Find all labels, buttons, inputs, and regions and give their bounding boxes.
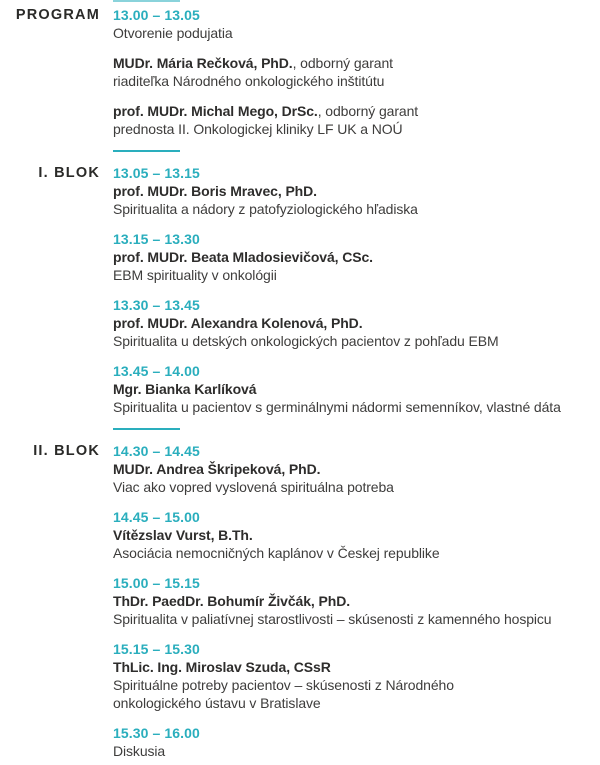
entry-line	[113, 182, 593, 200]
schedule-entry	[113, 230, 593, 284]
schedule-entry	[113, 164, 593, 218]
schedule-entry	[113, 102, 593, 138]
entry-line	[113, 120, 593, 138]
entry-line	[113, 266, 593, 284]
entry-line	[113, 610, 593, 628]
entry-line	[113, 478, 593, 496]
speaker-name: Mgr. Bianka Karlíková	[113, 381, 257, 397]
schedule-entry	[113, 724, 593, 760]
schedule-entry	[113, 54, 593, 90]
entry-time: 13.00 – 13.05	[113, 7, 200, 23]
entry-text: Viac ako vopred vyslovená spirituálna potreba	[113, 479, 394, 495]
entry-text: Spiritualita u detských onkologických pacientov z pohľadu EBM	[113, 333, 499, 349]
schedule-entry	[113, 508, 593, 562]
speaker-name: prof. MUDr. Michal Mego, DrSc.	[113, 103, 318, 119]
entry-text: , odborný garant	[317, 103, 419, 119]
section-label: II. BLOK	[33, 443, 100, 459]
entry-text: Spiritualita v paliatívnej starostlivosti – skúsenosti z kamenného hospicu	[113, 611, 552, 627]
entry-text: Spirituálne potreby pacientov – skúsenosti z Národného	[113, 677, 454, 693]
entry-line	[113, 200, 593, 218]
entry-text: prednosta II. Onkologickej kliniky LF UK a NOÚ	[113, 121, 403, 137]
program-section-3	[0, 442, 600, 760]
entry-text: Spiritualita a nádory z patofyziologického hľadiska	[113, 201, 418, 217]
entry-text: , odborný garant	[292, 55, 393, 71]
entry-time: 15.30 – 16.00	[113, 725, 200, 741]
schedule-entry	[113, 6, 593, 42]
entry-line	[113, 332, 593, 350]
entry-time: 13.15 – 13.30	[113, 231, 200, 247]
entry-time: 14.30 – 14.45	[113, 443, 200, 459]
schedule-entry	[113, 640, 593, 712]
speaker-name: prof. MUDr. Alexandra Kolenová, PhD.	[113, 315, 363, 331]
entry-time: 15.15 – 15.30	[113, 641, 200, 657]
speaker-name: Vítězslav Vurst, B.Th.	[113, 527, 253, 543]
schedule-entry	[113, 296, 593, 350]
entry-line	[113, 742, 593, 760]
entry-text: onkologického ústavu v Bratislave	[113, 695, 321, 711]
schedule-entry	[113, 362, 593, 416]
entry-line	[113, 248, 593, 266]
entry-line	[113, 54, 593, 72]
entry-line	[113, 314, 593, 332]
section-content	[113, 442, 593, 760]
entry-line	[113, 72, 593, 90]
entry-line	[113, 694, 593, 712]
section-divider	[113, 150, 180, 152]
entry-line	[113, 460, 593, 478]
section-content	[113, 164, 593, 442]
entry-line	[113, 102, 593, 120]
entry-line	[113, 676, 593, 694]
entry-time: 13.30 – 13.45	[113, 297, 200, 313]
entry-text: riaditeľka Národného onkologického inštitútu	[113, 73, 385, 89]
entry-time: 15.00 – 15.15	[113, 575, 200, 591]
section-label: I. BLOK	[38, 165, 100, 181]
top-divider	[113, 0, 180, 2]
section-divider	[113, 428, 180, 430]
entry-text: Spiritualita u pacientov s germinálnymi nádormi semenníkov, vlastné dáta	[113, 399, 561, 415]
entry-line	[113, 24, 593, 42]
entry-text: Asociácia nemocničných kaplánov v Českej republike	[113, 545, 440, 561]
speaker-name: prof. MUDr. Beata Mladosievičová, CSc.	[113, 249, 373, 265]
entry-time: 13.45 – 14.00	[113, 363, 200, 379]
entry-line	[113, 526, 593, 544]
entry-time: 14.45 – 15.00	[113, 509, 200, 525]
entry-line	[113, 592, 593, 610]
speaker-name: ThDr. PaedDr. Bohumír Živčák, PhD.	[113, 593, 350, 609]
entry-line	[113, 658, 593, 676]
entry-text: Diskusia	[113, 743, 166, 759]
section-content	[113, 6, 593, 164]
entry-line	[113, 380, 593, 398]
speaker-name: ThLic. Ing. Miroslav Szuda, CSsR	[113, 659, 331, 675]
entry-line	[113, 544, 593, 562]
program-section-2	[0, 164, 600, 442]
entry-line	[113, 398, 593, 416]
speaker-name: prof. MUDr. Boris Mravec, PhD.	[113, 183, 317, 199]
entry-time: 13.05 – 13.15	[113, 165, 200, 181]
section-label: PROGRAM	[15, 7, 100, 23]
schedule-entry	[113, 574, 593, 628]
speaker-name: MUDr. Mária Rečková, PhD.	[113, 55, 293, 71]
schedule-entry	[113, 442, 593, 496]
program-section-1	[0, 6, 600, 164]
entry-text: Otvorenie podujatia	[113, 25, 233, 41]
program-schedule	[0, 6, 600, 760]
speaker-name: MUDr. Andrea Škripeková, PhD.	[113, 461, 321, 477]
entry-text: EBM spirituality v onkológii	[113, 267, 277, 283]
